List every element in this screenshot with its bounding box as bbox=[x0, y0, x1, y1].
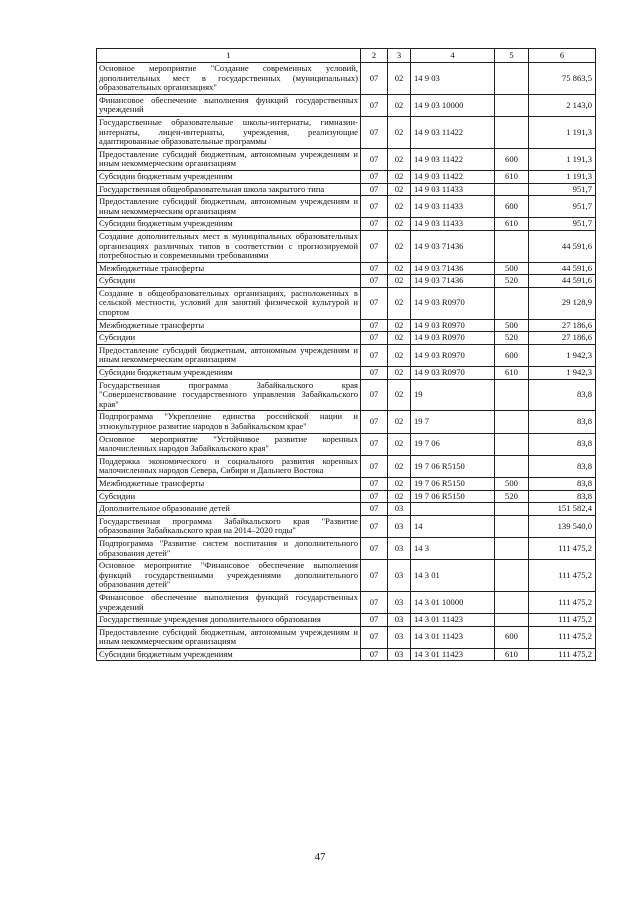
table-row bbox=[97, 287, 596, 319]
amount-cell: 1 191,3 bbox=[529, 148, 596, 170]
amount-cell: 83,8 bbox=[529, 490, 596, 503]
table-row bbox=[97, 262, 596, 275]
target-article-cell: 14 3 bbox=[411, 537, 495, 559]
expense-type-cell: 600 bbox=[495, 344, 529, 366]
subsection-cell: 02 bbox=[388, 63, 411, 95]
target-article-cell: 14 9 03 bbox=[411, 63, 495, 95]
row-name-cell: Субсидии бюджетным учреждениям bbox=[97, 218, 361, 231]
table-row bbox=[97, 183, 596, 196]
row-name-cell: Дополнительное образование детей bbox=[97, 503, 361, 516]
row-name-cell: Государственные образовательные школы-интернаты, гимназии-интернаты, лицеи-интернаты, учреждения, реализующие адаптированные образовательные программы bbox=[97, 116, 361, 148]
row-name-cell: Государственная программа Забайкальского края "Развитие образования Забайкальского края на 2014–2020 годы" bbox=[97, 515, 361, 537]
table-row bbox=[97, 218, 596, 231]
expense-type-cell bbox=[495, 411, 529, 433]
section-cell: 07 bbox=[361, 196, 388, 218]
subsection-cell: 03 bbox=[388, 537, 411, 559]
row-name-cell: Создание дополнительных мест в муниципальных образовательных организациях различных типов в соответствии с прогнозируемой потребностью и современными требованиями bbox=[97, 230, 361, 262]
header-cell: 6 bbox=[529, 49, 596, 63]
section-cell: 07 bbox=[361, 614, 388, 627]
amount-cell: 951,7 bbox=[529, 218, 596, 231]
expense-type-cell: 600 bbox=[495, 626, 529, 648]
table-row bbox=[97, 455, 596, 477]
section-cell: 07 bbox=[361, 537, 388, 559]
target-article-cell: 19 7 06 R5150 bbox=[411, 490, 495, 503]
expense-type-cell: 610 bbox=[495, 648, 529, 661]
subsection-cell: 02 bbox=[388, 490, 411, 503]
section-cell: 07 bbox=[361, 287, 388, 319]
table-row bbox=[97, 94, 596, 116]
header-cell: 3 bbox=[388, 49, 411, 63]
row-name-cell: Подпрограмма "Укрепление единства российской нации и этнокультурное развитие народов в Забайкальском крае" bbox=[97, 411, 361, 433]
expense-type-cell: 500 bbox=[495, 319, 529, 332]
expense-type-cell bbox=[495, 503, 529, 516]
section-cell: 07 bbox=[361, 367, 388, 380]
amount-cell: 83,8 bbox=[529, 433, 596, 455]
expense-type-cell: 600 bbox=[495, 148, 529, 170]
budget-table-body bbox=[97, 49, 596, 661]
target-article-cell: 14 9 03 71436 bbox=[411, 262, 495, 275]
table-row bbox=[97, 477, 596, 490]
table-row bbox=[97, 626, 596, 648]
amount-cell: 83,8 bbox=[529, 379, 596, 411]
section-cell: 07 bbox=[361, 560, 388, 592]
target-article-cell: 14 3 01 bbox=[411, 560, 495, 592]
expense-type-cell bbox=[495, 515, 529, 537]
target-article-cell: 19 7 06 R5150 bbox=[411, 477, 495, 490]
expense-type-cell: 610 bbox=[495, 218, 529, 231]
expense-type-cell bbox=[495, 94, 529, 116]
section-cell: 07 bbox=[361, 275, 388, 288]
table-row bbox=[97, 319, 596, 332]
section-cell: 07 bbox=[361, 170, 388, 183]
amount-cell: 111 475,2 bbox=[529, 614, 596, 627]
expense-type-cell: 610 bbox=[495, 367, 529, 380]
row-name-cell: Субсидии бюджетным учреждениям bbox=[97, 170, 361, 183]
subsection-cell: 02 bbox=[388, 344, 411, 366]
section-cell: 07 bbox=[361, 515, 388, 537]
amount-cell: 111 475,2 bbox=[529, 591, 596, 613]
table-row bbox=[97, 490, 596, 503]
expense-type-cell bbox=[495, 455, 529, 477]
target-article-cell: 14 bbox=[411, 515, 495, 537]
table-row bbox=[97, 591, 596, 613]
header-cell: 2 bbox=[361, 49, 388, 63]
subsection-cell: 02 bbox=[388, 379, 411, 411]
amount-cell: 951,7 bbox=[529, 183, 596, 196]
section-cell: 07 bbox=[361, 455, 388, 477]
row-name-cell: Предоставление субсидий бюджетным, автономным учреждениям и иным некоммерческим организациям bbox=[97, 626, 361, 648]
subsection-cell: 02 bbox=[388, 332, 411, 345]
table-row bbox=[97, 648, 596, 661]
table-row bbox=[97, 230, 596, 262]
section-cell: 07 bbox=[361, 63, 388, 95]
table-row bbox=[97, 367, 596, 380]
subsection-cell: 02 bbox=[388, 148, 411, 170]
amount-cell: 27 186,6 bbox=[529, 332, 596, 345]
section-cell: 07 bbox=[361, 490, 388, 503]
amount-cell: 83,8 bbox=[529, 477, 596, 490]
target-article-cell: 14 9 03 R0970 bbox=[411, 332, 495, 345]
subsection-cell: 02 bbox=[388, 275, 411, 288]
section-cell: 07 bbox=[361, 477, 388, 490]
subsection-cell: 03 bbox=[388, 503, 411, 516]
amount-cell: 83,8 bbox=[529, 411, 596, 433]
target-article-cell: 14 9 03 11433 bbox=[411, 196, 495, 218]
section-cell: 07 bbox=[361, 319, 388, 332]
row-name-cell: Субсидии bbox=[97, 490, 361, 503]
subsection-cell: 03 bbox=[388, 626, 411, 648]
row-name-cell: Межбюджетные трансферты bbox=[97, 262, 361, 275]
table-row bbox=[97, 332, 596, 345]
section-cell: 07 bbox=[361, 332, 388, 345]
row-name-cell: Подпрограмма "Развитие систем воспитания и дополнительного образования детей" bbox=[97, 537, 361, 559]
row-name-cell: Основное мероприятие "Создание современных условий, дополнительных мест в государственных (муниципальных) образовательных организациях" bbox=[97, 63, 361, 95]
table-row bbox=[97, 148, 596, 170]
expense-type-cell bbox=[495, 433, 529, 455]
row-name-cell: Межбюджетные трансферты bbox=[97, 477, 361, 490]
section-cell: 07 bbox=[361, 433, 388, 455]
amount-cell: 111 475,2 bbox=[529, 648, 596, 661]
section-cell: 07 bbox=[361, 591, 388, 613]
amount-cell: 151 582,4 bbox=[529, 503, 596, 516]
section-cell: 07 bbox=[361, 411, 388, 433]
table-row bbox=[97, 614, 596, 627]
target-article-cell: 19 7 06 R5150 bbox=[411, 455, 495, 477]
subsection-cell: 03 bbox=[388, 591, 411, 613]
target-article-cell: 14 9 03 R0970 bbox=[411, 287, 495, 319]
expense-type-cell bbox=[495, 560, 529, 592]
expense-type-cell bbox=[495, 63, 529, 95]
row-name-cell: Основное мероприятие "Финансовое обеспечение выполнения функций государственными учреждениями дополнительного образования детей" bbox=[97, 560, 361, 592]
target-article-cell: 14 9 03 71436 bbox=[411, 275, 495, 288]
subsection-cell: 03 bbox=[388, 614, 411, 627]
row-name-cell: Государственные учреждения дополнительного образования bbox=[97, 614, 361, 627]
amount-cell: 1 191,3 bbox=[529, 116, 596, 148]
amount-cell: 951,7 bbox=[529, 196, 596, 218]
table-row bbox=[97, 63, 596, 95]
target-article-cell bbox=[411, 503, 495, 516]
subsection-cell: 02 bbox=[388, 94, 411, 116]
expense-type-cell bbox=[495, 287, 529, 319]
subsection-cell: 02 bbox=[388, 433, 411, 455]
row-name-cell: Межбюджетные трансферты bbox=[97, 319, 361, 332]
row-name-cell: Государственная общеобразовательная школа закрытого типа bbox=[97, 183, 361, 196]
section-cell: 07 bbox=[361, 344, 388, 366]
section-cell: 07 bbox=[361, 94, 388, 116]
header-row bbox=[97, 49, 596, 63]
table-row bbox=[97, 116, 596, 148]
section-cell: 07 bbox=[361, 148, 388, 170]
expense-type-cell bbox=[495, 537, 529, 559]
target-article-cell: 14 9 03 10000 bbox=[411, 94, 495, 116]
subsection-cell: 03 bbox=[388, 648, 411, 661]
section-cell: 07 bbox=[361, 262, 388, 275]
row-name-cell: Субсидии бюджетным учреждениям bbox=[97, 367, 361, 380]
amount-cell: 2 143,0 bbox=[529, 94, 596, 116]
expense-type-cell bbox=[495, 591, 529, 613]
target-article-cell: 14 3 01 11423 bbox=[411, 614, 495, 627]
subsection-cell: 02 bbox=[388, 116, 411, 148]
table-row bbox=[97, 503, 596, 516]
header-cell: 1 bbox=[97, 49, 361, 63]
section-cell: 07 bbox=[361, 218, 388, 231]
section-cell: 07 bbox=[361, 116, 388, 148]
row-name-cell: Предоставление субсидий бюджетным, автономным учреждениям и иным некоммерческим организациям bbox=[97, 196, 361, 218]
row-name-cell: Государственная программа Забайкальского края "Совершенствование государственного управления Забайкальского края" bbox=[97, 379, 361, 411]
amount-cell: 75 863,5 bbox=[529, 63, 596, 95]
target-article-cell: 14 9 03 11433 bbox=[411, 183, 495, 196]
page-number: 47 bbox=[314, 851, 326, 863]
expense-type-cell bbox=[495, 230, 529, 262]
subsection-cell: 02 bbox=[388, 287, 411, 319]
amount-cell: 44 591,6 bbox=[529, 275, 596, 288]
table-row bbox=[97, 537, 596, 559]
row-name-cell: Поддержка экономического и социального развития коренных малочисленных народов Севера, Сибири и Дальнего Востока bbox=[97, 455, 361, 477]
expense-type-cell: 520 bbox=[495, 332, 529, 345]
amount-cell: 111 475,2 bbox=[529, 560, 596, 592]
subsection-cell: 02 bbox=[388, 183, 411, 196]
target-article-cell: 14 9 03 R0970 bbox=[411, 367, 495, 380]
row-name-cell: Предоставление субсидий бюджетным, автономным учреждениям и иным некоммерческим организациям bbox=[97, 344, 361, 366]
target-article-cell: 14 9 03 11422 bbox=[411, 148, 495, 170]
target-article-cell: 14 3 01 10000 bbox=[411, 591, 495, 613]
target-article-cell: 14 9 03 R0970 bbox=[411, 344, 495, 366]
amount-cell: 111 475,2 bbox=[529, 626, 596, 648]
expense-type-cell: 500 bbox=[495, 477, 529, 490]
table-row bbox=[97, 411, 596, 433]
expense-type-cell: 610 bbox=[495, 170, 529, 183]
section-cell: 07 bbox=[361, 230, 388, 262]
subsection-cell: 03 bbox=[388, 515, 411, 537]
target-article-cell: 14 3 01 11423 bbox=[411, 626, 495, 648]
section-cell: 07 bbox=[361, 503, 388, 516]
target-article-cell: 14 9 03 R0970 bbox=[411, 319, 495, 332]
target-article-cell: 14 3 01 11423 bbox=[411, 648, 495, 661]
table-row bbox=[97, 515, 596, 537]
subsection-cell: 02 bbox=[388, 477, 411, 490]
table-row bbox=[97, 170, 596, 183]
table-row bbox=[97, 560, 596, 592]
subsection-cell: 02 bbox=[388, 230, 411, 262]
target-article-cell: 14 9 03 11433 bbox=[411, 218, 495, 231]
row-name-cell: Субсидии бюджетным учреждениям bbox=[97, 648, 361, 661]
amount-cell: 83,8 bbox=[529, 455, 596, 477]
amount-cell: 44 591,6 bbox=[529, 262, 596, 275]
section-cell: 07 bbox=[361, 183, 388, 196]
row-name-cell: Финансовое обеспечение выполнения функций государственных учреждений bbox=[97, 94, 361, 116]
amount-cell: 1 191,3 bbox=[529, 170, 596, 183]
expense-type-cell bbox=[495, 116, 529, 148]
subsection-cell: 03 bbox=[388, 560, 411, 592]
target-article-cell: 14 9 03 71436 bbox=[411, 230, 495, 262]
amount-cell: 44 591,6 bbox=[529, 230, 596, 262]
row-name-cell: Субсидии bbox=[97, 332, 361, 345]
subsection-cell: 02 bbox=[388, 455, 411, 477]
expense-type-cell bbox=[495, 183, 529, 196]
target-article-cell: 19 bbox=[411, 379, 495, 411]
expense-type-cell: 500 bbox=[495, 262, 529, 275]
table-row bbox=[97, 196, 596, 218]
table-row bbox=[97, 379, 596, 411]
subsection-cell: 02 bbox=[388, 367, 411, 380]
target-article-cell: 14 9 03 11422 bbox=[411, 116, 495, 148]
subsection-cell: 02 bbox=[388, 170, 411, 183]
expense-type-cell: 600 bbox=[495, 196, 529, 218]
table-row bbox=[97, 275, 596, 288]
amount-cell: 1 942,3 bbox=[529, 344, 596, 366]
target-article-cell: 19 7 06 bbox=[411, 433, 495, 455]
row-name-cell: Предоставление субсидий бюджетным, автономным учреждениям и иным некоммерческим организациям bbox=[97, 148, 361, 170]
row-name-cell: Финансовое обеспечение выполнения функций государственных учреждений bbox=[97, 591, 361, 613]
header-cell: 4 bbox=[411, 49, 495, 63]
table-row bbox=[97, 344, 596, 366]
section-cell: 07 bbox=[361, 379, 388, 411]
subsection-cell: 02 bbox=[388, 411, 411, 433]
header-cell: 5 bbox=[495, 49, 529, 63]
row-name-cell: Создание в общеобразовательных организациях, расположенных в сельской местности, условий для занятий физической культурой и спортом bbox=[97, 287, 361, 319]
target-article-cell: 14 9 03 11422 bbox=[411, 170, 495, 183]
expense-type-cell: 520 bbox=[495, 275, 529, 288]
amount-cell: 29 128,9 bbox=[529, 287, 596, 319]
section-cell: 07 bbox=[361, 648, 388, 661]
subsection-cell: 02 bbox=[388, 319, 411, 332]
expense-type-cell bbox=[495, 614, 529, 627]
subsection-cell: 02 bbox=[388, 218, 411, 231]
expense-type-cell: 520 bbox=[495, 490, 529, 503]
subsection-cell: 02 bbox=[388, 262, 411, 275]
target-article-cell: 19 7 bbox=[411, 411, 495, 433]
row-name-cell: Основное мероприятие "Устойчивое развитие коренных малочисленных народов Забайкальского края" bbox=[97, 433, 361, 455]
budget-table bbox=[96, 48, 596, 661]
amount-cell: 1 942,3 bbox=[529, 367, 596, 380]
table-row bbox=[97, 433, 596, 455]
amount-cell: 111 475,2 bbox=[529, 537, 596, 559]
subsection-cell: 02 bbox=[388, 196, 411, 218]
expense-type-cell bbox=[495, 379, 529, 411]
amount-cell: 139 540,0 bbox=[529, 515, 596, 537]
row-name-cell: Субсидии bbox=[97, 275, 361, 288]
amount-cell: 27 186,6 bbox=[529, 319, 596, 332]
section-cell: 07 bbox=[361, 626, 388, 648]
